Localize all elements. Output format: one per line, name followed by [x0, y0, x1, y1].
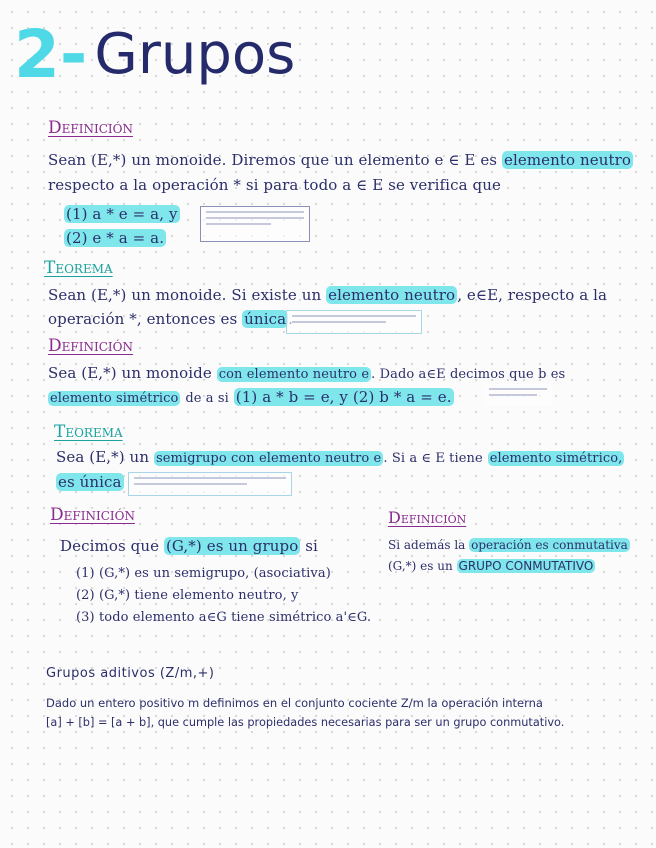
- def2-highlight: con elemento neutro e: [218, 367, 370, 382]
- teo1-highlight-2: única: [244, 310, 287, 328]
- def3-text-b: si: [305, 537, 318, 555]
- def1-cond1-text: (1) a * e = a, y: [66, 205, 178, 223]
- def2-text-a: Sea (E,*) un monoide: [48, 364, 212, 382]
- def1-note-box: [200, 206, 310, 242]
- def1-cond2: [64, 229, 166, 247]
- def3-item-3: (3) todo elemento a∈G tiene simétrico a'∈G.: [76, 610, 372, 625]
- def4-heading: Definición: [388, 508, 467, 527]
- def1-line2: respecto a la operación * si para todo a ∈ E se verifica que: [48, 176, 501, 194]
- teo2-line1: [56, 448, 624, 466]
- def2-text-c: de a si: [185, 391, 229, 406]
- def3-heading: Definición: [50, 505, 135, 525]
- def2-line2: [48, 388, 454, 406]
- aditivos-line2: [a] + [b] = [a + b], que cumple las propiedades necesarias para ser un grupo conmutativo.: [46, 716, 565, 729]
- def2-conditions: (1) a * b = e, y (2) b * a = e.: [235, 388, 452, 406]
- teo1-highlight: elemento neutro: [328, 286, 456, 304]
- def1-cond2-text: (2) e * a = a.: [66, 229, 165, 247]
- def2-note-box: [484, 384, 552, 406]
- def3-item-1: (1) (G,*) es un semigrupo, (asociativa): [76, 566, 331, 581]
- def4-line1: [388, 538, 630, 552]
- def3-item-2: (2) (G,*) tiene elemento neutro, y: [76, 588, 299, 603]
- teo2-highlight-3: es única: [58, 473, 122, 491]
- def4-text-a: Si además la: [388, 538, 466, 552]
- teo2-heading: Teorema: [54, 422, 123, 442]
- def4-highlight-2: GRUPO CONMUTATIVO: [458, 559, 594, 573]
- aditivos-heading: Grupos aditivos (Z/m,+): [46, 666, 215, 681]
- def4-text-b: (G,*) es un: [388, 559, 453, 573]
- title-text: Grupos: [94, 22, 296, 87]
- page-title: [14, 16, 295, 106]
- teo1-text-a: Sean (E,*) un monoide. Si existe un: [48, 286, 322, 304]
- teo2-highlight: semigrupo con elemento neutro e: [155, 451, 382, 466]
- def3-line1: [60, 537, 318, 555]
- def1-line1: [48, 151, 633, 169]
- def1-highlight: elemento neutro: [503, 151, 632, 169]
- teo2-text-a: Sea (E,*) un: [56, 448, 150, 466]
- teo1-text-c: operación *, entonces es: [48, 310, 238, 328]
- def4-line2: [388, 559, 595, 573]
- def4-highlight: operación es conmutativa: [471, 538, 628, 552]
- teo2-line2: [56, 473, 124, 491]
- teo1-heading: Teorema: [44, 258, 113, 278]
- teo1-note-box: [286, 310, 422, 334]
- teo1-line1: [48, 286, 607, 304]
- teo2-text-b: . Si a ∈ E tiene: [383, 451, 483, 466]
- def2-heading: Definición: [48, 336, 133, 356]
- def1-cond1: [64, 205, 180, 223]
- def2-highlight-2: elemento simétrico: [50, 391, 179, 406]
- teo2-highlight-2: elemento simétrico,: [489, 451, 623, 466]
- def1-heading: Definición: [48, 118, 133, 138]
- def3-highlight: (G,*) es un grupo: [165, 537, 299, 555]
- teo1-text-b: , e∈E, respecto a la: [457, 286, 608, 304]
- teo2-note-box: [128, 472, 292, 496]
- def2-line1: [48, 364, 565, 382]
- def1-text: Sean (E,*) un monoide. Diremos que un elemento e ∈ E es: [48, 151, 498, 169]
- teo1-line2: [48, 310, 293, 328]
- title-number: 2-: [14, 16, 88, 93]
- aditivos-line1: Dado un entero positivo m definimos en el conjunto cociente Z/m la operación interna: [46, 696, 543, 710]
- def2-text-b: . Dado a∈E decimos que b es: [371, 367, 566, 382]
- def3-text-a: Decimos que: [60, 537, 160, 555]
